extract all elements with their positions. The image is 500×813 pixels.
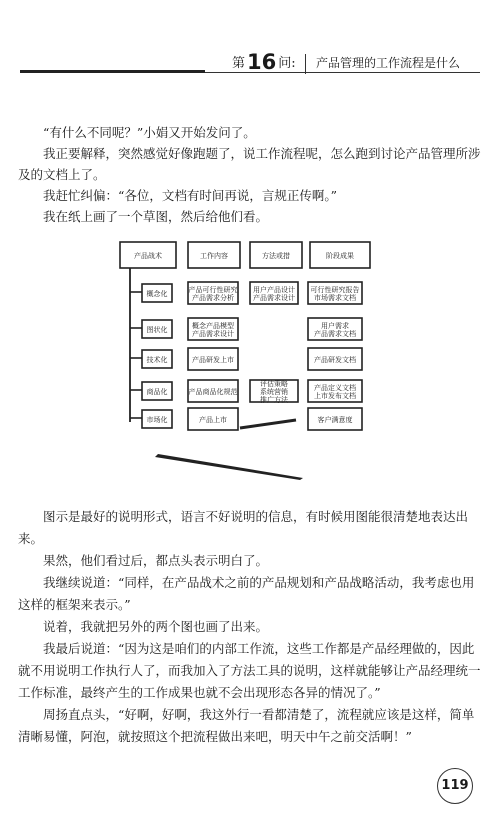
chapter-title: 产品管理的工作流程是什么 [316, 56, 461, 70]
chapter-prefix: 第 [232, 56, 246, 71]
sketch-cell [188, 408, 238, 430]
hand-drawn-flow-sketch [100, 232, 385, 492]
sketch-cell [308, 408, 362, 430]
sketch-text: 推广方法 [260, 396, 288, 404]
pencil-icon [155, 454, 303, 480]
sketch-header-box [250, 242, 302, 268]
sketch-row-label [142, 410, 172, 428]
sketch-header-box [188, 242, 240, 268]
chapter-label [232, 50, 296, 74]
sketch-text: 方法或措 [262, 252, 290, 260]
sketch-text: 产品研发文档 [314, 356, 356, 364]
sketch-cell [250, 379, 298, 404]
sketch-text: 产品上市 [199, 416, 227, 424]
header-rule-thick [20, 70, 205, 73]
sketch-text: 产品战术 [134, 252, 162, 260]
sketch-text: 技术化 [146, 356, 168, 364]
sketch-text: 产品需求设计 [253, 294, 295, 302]
chapter-number: 16 [247, 50, 277, 74]
paragraph: 我在纸上画了一个草图，然后给他们看。 [43, 209, 269, 224]
sketch-text: 可行性研究报告 [310, 286, 360, 294]
sketch-text: 商品化 [146, 388, 168, 396]
chapter-suffix: 问: [278, 56, 296, 71]
page-number: 119 [437, 768, 473, 804]
header-divider [305, 54, 306, 74]
sketch-text: 系统营销 [260, 388, 288, 396]
sketch-text: 产品商品化规范 [188, 388, 238, 396]
sketch-header-box [310, 242, 370, 268]
sketch-cell [188, 282, 238, 304]
paragraph: 我继续说道：“同样，在产品战术之前的产品规划和产品战略活动，我考虑也用这样的框架来表示。” [18, 575, 475, 612]
sketch-text: 用户产品设计 [253, 286, 295, 294]
sketch-cell [308, 282, 362, 304]
sketch-cell [188, 348, 238, 370]
sketch-row-label [142, 284, 172, 302]
running-header [20, 48, 480, 78]
sketch-cell [188, 380, 238, 402]
sketch-cell [250, 282, 298, 304]
paragraph: 果然，他们看过后，都点头表示明白了。 [43, 553, 269, 568]
sketch-text: 产品需求设计 [192, 330, 234, 338]
sketch-text: 市场需求文档 [314, 294, 356, 302]
paragraph: 说着，我就把另外的两个图也画了出来。 [43, 619, 269, 634]
paragraph: 我正要解释，突然感觉好像跑题了，说工作流程呢，怎么跑到讨论产品管理所涉及的文档上了。 [18, 146, 481, 182]
body-text-bottom [18, 506, 482, 748]
sketch-text: 产品需求分析 [192, 294, 234, 302]
sketch-text: 产品可行性研究 [188, 286, 238, 294]
sketch-text: 客户满意度 [317, 416, 353, 424]
sketch-arrow [240, 420, 296, 428]
body-text-top [18, 122, 482, 227]
sketch-row-label [142, 382, 172, 400]
sketch-header-box [120, 242, 176, 268]
sketch-text: 概念化 [146, 290, 168, 298]
sketch-text: 产品研发上市 [192, 356, 234, 364]
sketch-text: 概念产品模型 [192, 322, 234, 330]
paragraph: 图示是最好的说明形式，语言不好说明的信息，有时候用图能很清楚地表达出来。 [18, 509, 469, 546]
sketch-row-label [142, 320, 172, 338]
paragraph: “有什么不同呢？”小娟又开始发问了。 [43, 125, 256, 140]
sketch-text: 上市发布文档 [314, 392, 356, 400]
sketch-text: 图状化 [146, 326, 168, 334]
sketch-text: 阶段成果 [326, 252, 354, 260]
paragraph: 我最后说道：“因为这是咱们的内部工作流，这些工作都是产品经理做的，因此就不用说明工作执行人了，而我加入了方法工具的说明，这样就能够让产品经理统一工作标准，最终产生的工作成果也就不会出现形态各异的情况了。” [18, 641, 481, 700]
sketch-text: 市场化 [146, 416, 168, 424]
paragraph: 我赶忙纠偏：“各位，文档有时间再说，言规正传啊。” [43, 188, 338, 203]
paragraph: 周扬直点头，“好啊，好啊，我这外行一看都清楚了，流程就应该是这样，简单清晰易懂，阿泡，就按照这个把流程做出来吧，明天中午之前交活啊！” [18, 707, 475, 744]
sketch-cell [308, 348, 362, 370]
sketch-cell [308, 380, 362, 402]
sketch-text: 评估策略 [260, 380, 288, 388]
sketch-text: 工作内容 [200, 252, 228, 260]
sketch-cell [188, 318, 238, 340]
sketch-text: 产品需求文档 [314, 330, 356, 338]
sketch-cell [308, 318, 362, 340]
sketch-text: 产品定义文档 [314, 384, 356, 392]
sketch-text: 用户需求 [321, 322, 349, 330]
sketch-row-label [142, 350, 172, 368]
